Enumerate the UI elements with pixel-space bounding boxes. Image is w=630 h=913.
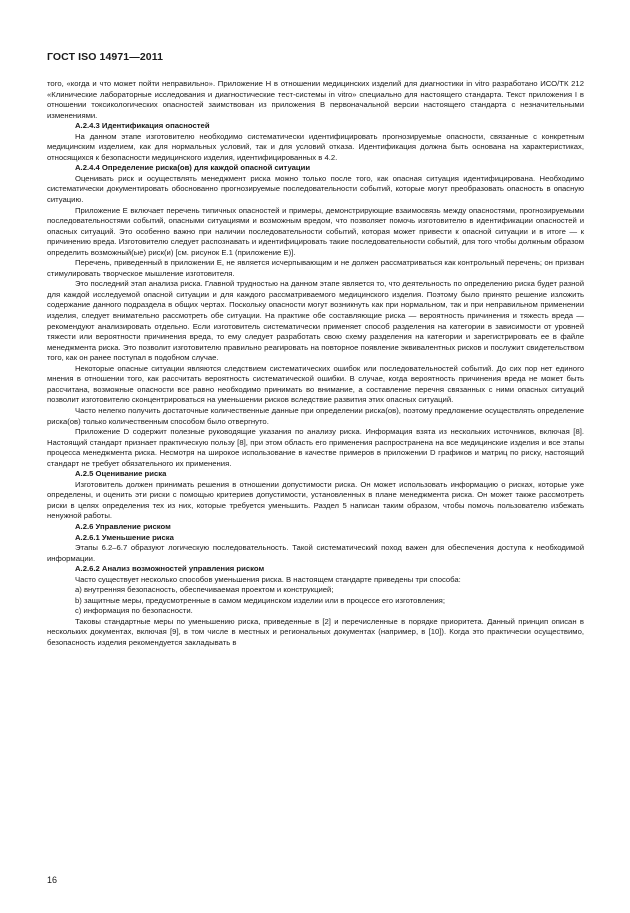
body-paragraph: Приложение Е включает перечень типичных опасностей и примеры, демонстрирующие взаимосвязь между опасностями, прогнозируемыми последовательностями событий, опасными ситуациями и возможным вредом, что позволяет помочь изготовителю в идентификации опасностей и опасных ситуаций. Это особенно важно при наличии последовательности событий, которая может привести к опасной ситуации и в итоге — к причинению вреда. Изготовителю следует распознавать и идентифицировать такие последовательности событий, для того чтобы должным образом определить возможный(ые) риск(и) [см. рисунок Е.1 (приложение Е)].	[47, 205, 584, 257]
section-heading: А.2.4.3 Идентификация опасностей	[75, 121, 210, 131]
body-paragraph: Приложение D содержит полезные руководящие указания по анализу риска. Информация взята из нескольких источников, включая [8]. Настоящий стандарт признает практическую пользу [8], при этом область его применения распространена на все медицинские изделия и все этапы процесса менеджмента риска. Несмотря на широкое использование в качестве примеров в приложении D графиков и матриц по риску, настоящий стандарт не требует обязательного их применения.	[47, 427, 584, 468]
body-paragraph: Перечень, приведенный в приложении Е, не является исчерпывающим и не должен рассматриваться как контрольный перечень; он призван стимулировать творческое мышление изготовителя.	[47, 258, 584, 278]
body-paragraph: Изготовитель должен принимать решения в отношении допустимости риска. Он может использовать информацию о рисках, которые уже определены, и оценить эти риски с помощью критериев допустимости, установленных в плане менеджмента риска. Он может также рассмотреть риски в целях определения тех из них, которые требуется уменьшить. Раздел 5 написан таким образом, чтобы помочь пользователю избежать ненужной работы.	[47, 479, 584, 521]
body-paragraph: Часто нелегко получить достаточные количественные данные при определении риска(ов), поэтому предложение осуществлять определение риска(ов) только количественным способом было отвергнуто.	[47, 405, 584, 426]
body-paragraph: Таковы стандартные меры по уменьшению риска, приведенные в [2] и перечисленные в порядке приоритета. Данный принцип описан в нескольких документах, включая [9], в том числе в местных и региональных документах (например, в [10]). Когда это практически осуществимо, безопасность изделия рекомендуется закладывать в	[47, 616, 584, 647]
section-heading: А.2.6 Управление риском	[75, 521, 171, 531]
body-paragraph: того, «когда и что может пойти неправильно». Приложение Н в отношении медицинских изделий для диагностики in vitro разработано ИСО/ТК 212 «Клинические лабораторные исследования и диагностические тест-системы in vitro» специально для настоящего стандарта. Текст приложения I в отношении токсикологических опасностей заимствован из приложения В первоначальной версии настоящего стандарта с незначительными изменениями.	[47, 79, 584, 120]
body-paragraph: На данном этапе изготовителю необходимо систематически идентифицировать прогнозируемые опасности, связанные с конкретным медицинским изделием, как для нормальных условий, так и для условий отказа. Идентификация должна быть основана на характеристиках, относящихся к безопасности медицинского изделия, идентифицированных в 4.2.	[47, 131, 584, 162]
body-paragraph: Некоторые опасные ситуации являются следствием систематических ошибок или последовательностей событий. До сих пор нет единого мнения в отношении того, как рассчитать вероятность систематической ошибки. В случае, когда вероятность причинения вреда не может быть рассчитана, возможные опасности все равно необходимо принимать во внимание, а составление перечня связанных с ними опасных ситуаций позволит изготовителю сконцентрироваться на уменьшении рисков вследствие развития этих опасных ситуаций.	[47, 363, 584, 405]
section-heading: А.2.4.4 Определение риска(ов) для каждой опасной ситуации	[75, 163, 311, 173]
body-paragraph: Часто существует несколько способов уменьшения риска. В настоящем стандарте приведены три способа:	[75, 574, 461, 584]
document-body	[47, 79, 584, 649]
list-item: c) информация по безопасности.	[75, 606, 193, 616]
list-item: a) внутренняя безопасность, обеспечиваемая проектом и конструкцией;	[75, 585, 334, 595]
body-paragraph: Оценивать риск и осуществлять менеджмент риска можно только после того, как опасная ситуация идентифицирована. Необходимо систематически документировать обоснованно прогнозируемые последовательности событий, которые могут преобразовать опасность в опасную ситуацию.	[47, 173, 584, 205]
section-heading: А.2.6.2 Анализ возможностей управления риском	[75, 564, 265, 574]
page-number: 16	[47, 875, 58, 885]
section-heading: А.2.6.1 Уменьшение риска	[75, 532, 174, 542]
standard-header: ГОСТ ISO 14971—2011	[47, 51, 164, 63]
body-paragraph: Это последний этап анализа риска. Главной трудностью на данном этапе является то, что деятельность по определению риска будет разной для каждой исследуемой опасной ситуации и для каждого рассматриваемого медицинского изделия. Поэтому было принято решение изложить содержание данного подраздела в общих чертах. Поскольку опасности могут возникнуть как при нормальном, так и при неправильном применении изделия, следует внимательно рассмотреть обе ситуации. На практике обе составляющие риска — вероятность причинения и тяжесть вреда — рекомендуют анализировать отдельно. Если изготовитель систематически применяет способ разделения на категории в зависимости от уровней тяжести или вероятности причинения вреда, то ему следует разработать свою схему разделения на категории и зарегистрировать ее в файле менеджмента риска. Это позволит изготовителю правильно реагировать на повторное появление эквивалентных рисков и послужит свидетельством того, как он ранее поступал в подобном случае.	[47, 279, 584, 363]
list-item: b) защитные меры, предусмотренные в самом медицинском изделии или в процессе его изготовления;	[75, 595, 445, 605]
section-heading: А.2.5 Оценивание риска	[75, 469, 167, 479]
body-paragraph: Этапы 6.2–6.7 образуют логическую последовательность. Такой систематический поход важен для обеспечения доступа к необходимой информации.	[47, 543, 584, 563]
